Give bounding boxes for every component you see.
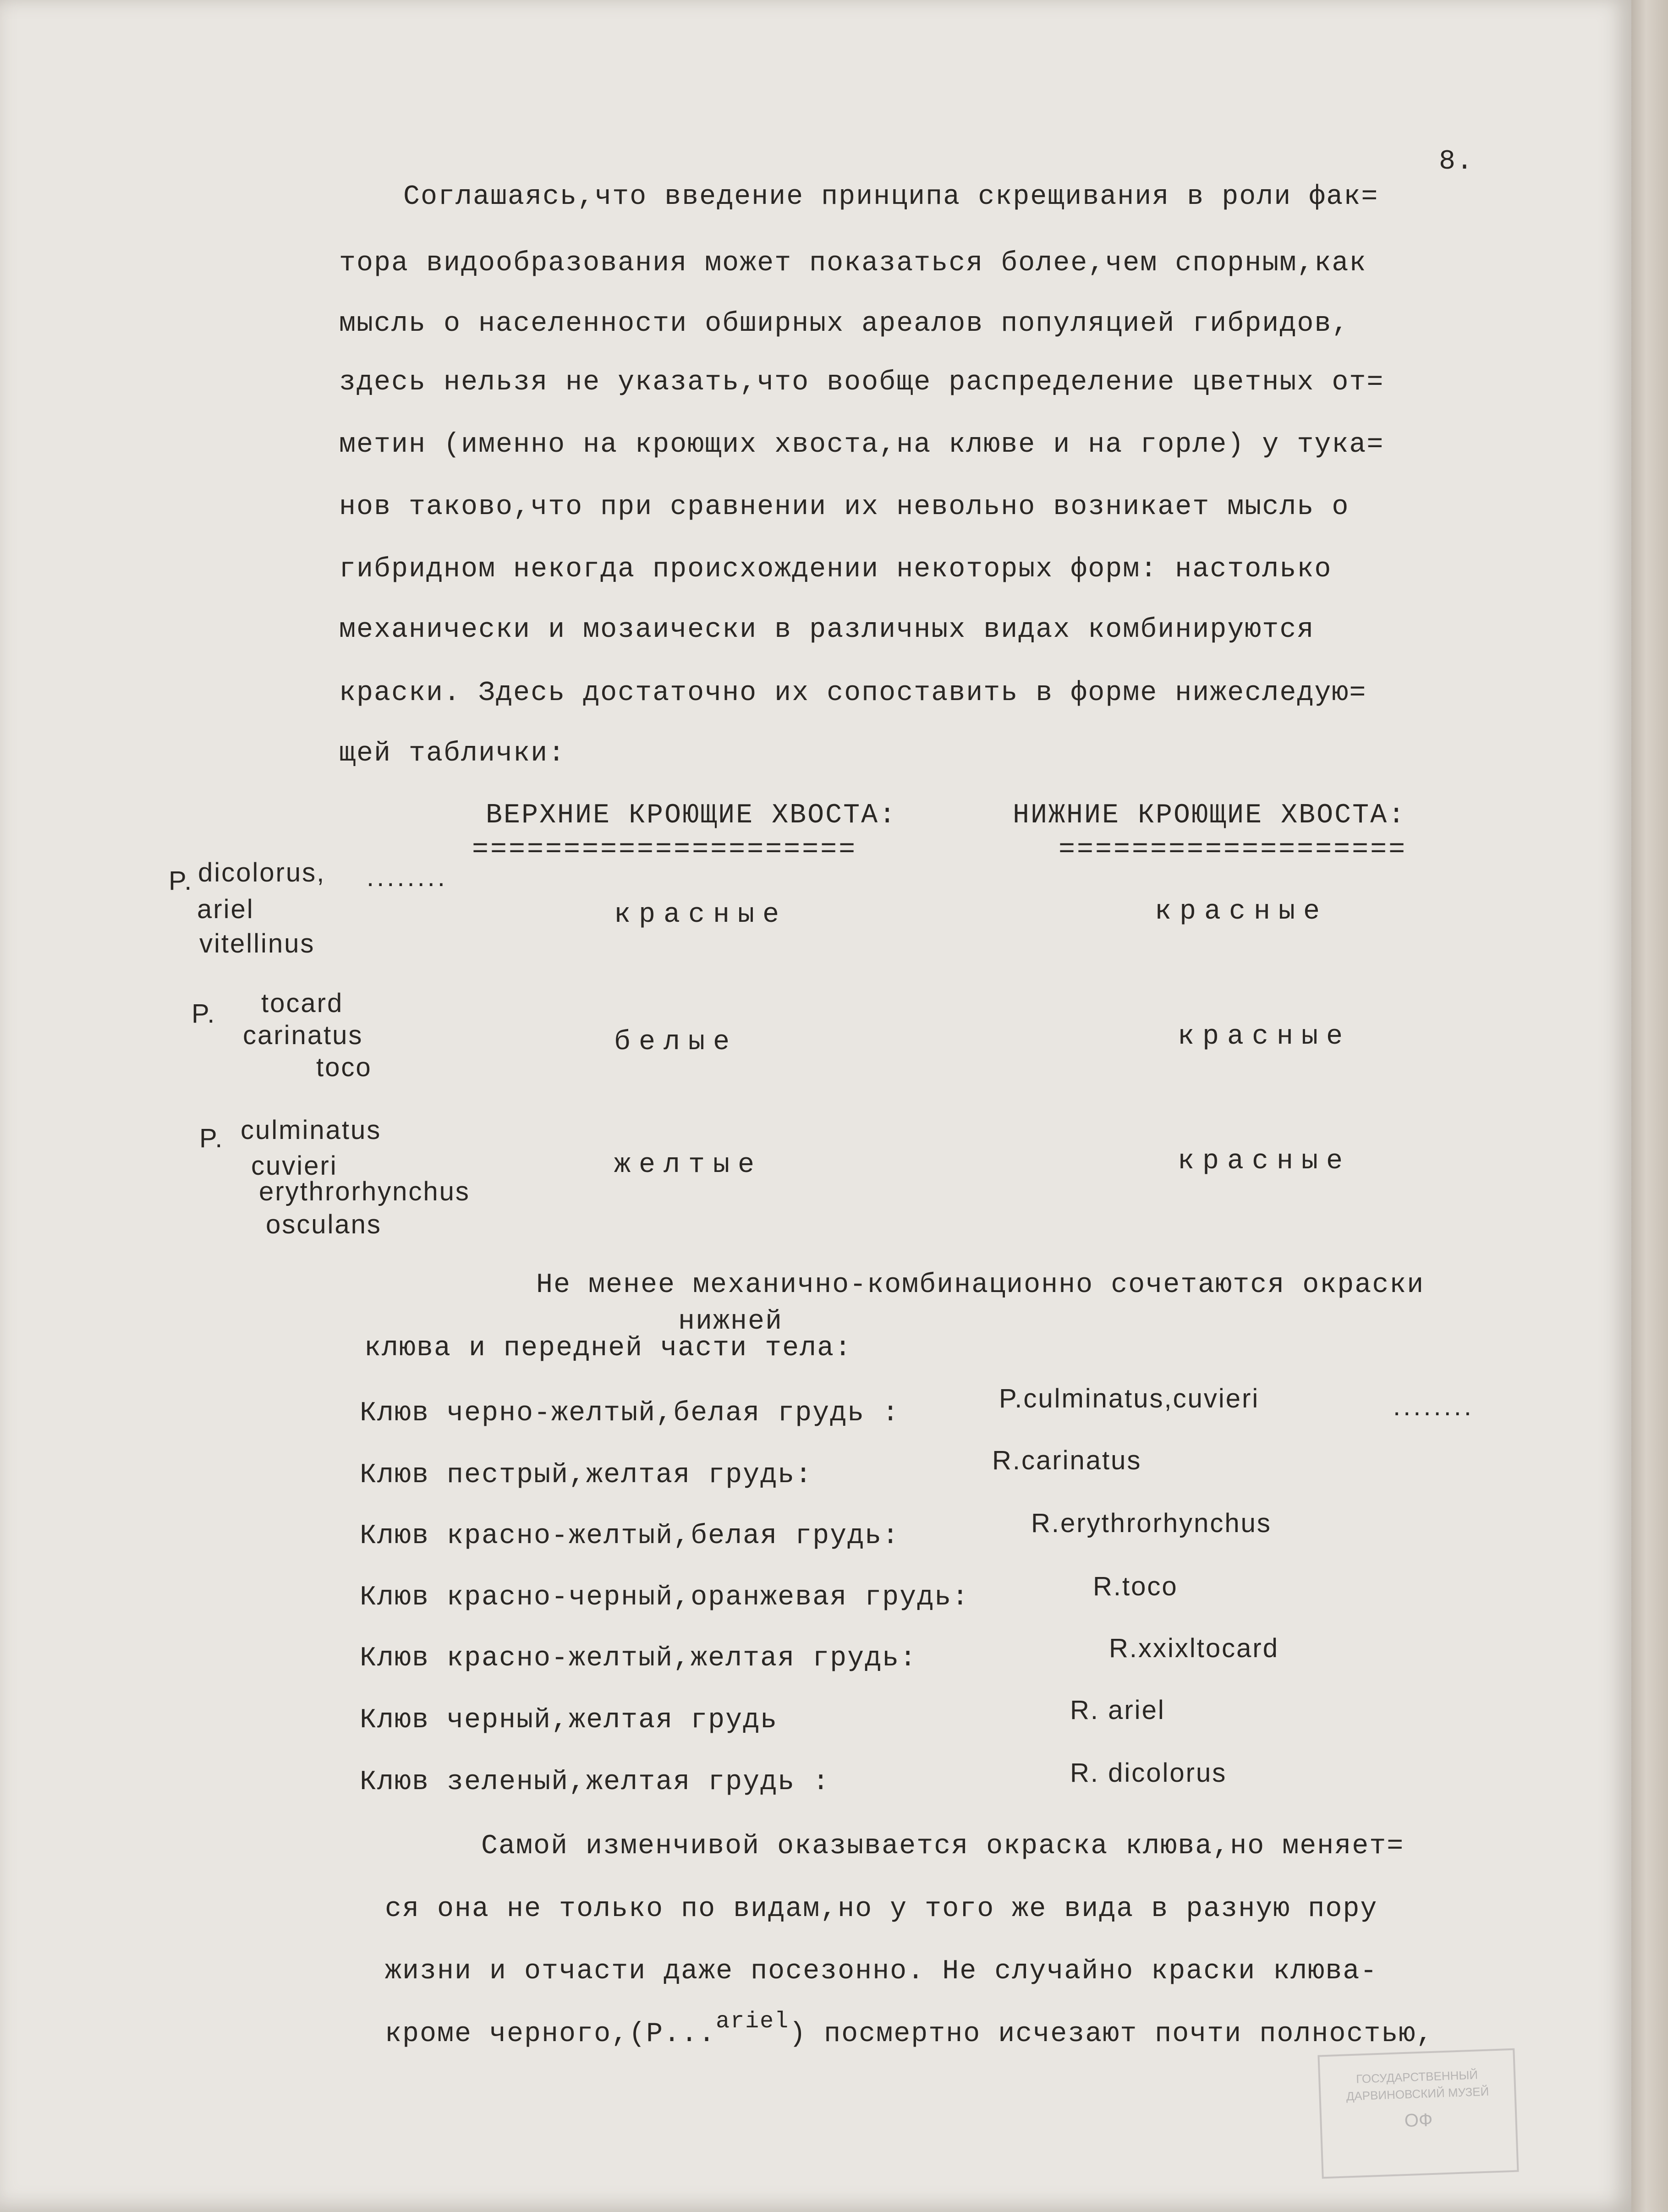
species-name: carinatus [243, 1020, 363, 1050]
beak-item: Клюв красно-желтый,желтая грудь: [360, 1643, 917, 1674]
paragraph-line: щей таблички: [339, 738, 566, 769]
color-value: красные [1178, 1146, 1351, 1177]
color-value: красные [614, 899, 788, 931]
line-part: кроме черного,(P... [385, 2019, 716, 2050]
inserted-word: ariel [716, 2009, 790, 2035]
species-name: osculans [266, 1210, 382, 1239]
beak-species: R.erythrorhynchus [1031, 1508, 1272, 1538]
beak-item: Клюв красно-черный,оранжевая грудь: [360, 1582, 970, 1613]
page-edge [1631, 0, 1668, 2212]
beak-species: R.toco [1093, 1571, 1178, 1601]
paragraph-line [385, 2009, 1434, 2052]
dot-leader: ........ [1393, 1391, 1474, 1421]
table-header-upper: ВЕРХНИЕ КРОЮЩИЕ ХВОСТА: [486, 800, 897, 831]
species-name: culminatus [241, 1115, 382, 1145]
paragraph-line: ся она не только по видам,но у того же вида в разную пору [385, 1894, 1378, 1925]
color-value: белые [614, 1027, 738, 1058]
beak-species: R.xxixltocard [1109, 1633, 1279, 1663]
genus-prefix: P. [199, 1123, 224, 1153]
table-header-lower: НИЖНИЕ КРОЮЩИЕ ХВОСТА: [1013, 800, 1406, 831]
beak-species: R. dicolorus [1070, 1758, 1227, 1788]
paragraph-line: мысль о населенности обширных ареалов популяцией гибридов, [339, 308, 1350, 339]
stamp-line: ГОСУДАРСТВЕННЫЙ [1355, 2068, 1478, 2086]
beak-species: R.carinatus [992, 1445, 1142, 1475]
inserted-word: нижней [678, 1306, 783, 1337]
stamp-line: ОФ [1404, 2109, 1433, 2131]
beak-species: R. ariel [1070, 1695, 1165, 1725]
color-value: красные [1155, 896, 1328, 927]
paragraph-line: Соглашаясь,что введение принципа скрещивания в роли фак= [403, 181, 1379, 213]
beak-item: Клюв красно-желтый,белая грудь: [360, 1521, 900, 1552]
beak-item: Клюв пестрый,желтая грудь: [360, 1460, 813, 1491]
paragraph-line: метин (именно на кроющих хвоста,на клюве и на горле) у тука= [339, 429, 1384, 460]
paragraph-line: здесь нельзя не указать,что вообще распределение цветных от= [339, 367, 1384, 398]
color-value: желтые [614, 1150, 763, 1181]
stamp-line: ДАРВИНОВСКИЙ МУЗЕЙ [1346, 2084, 1489, 2103]
species-name: erythrorhynchus [259, 1177, 470, 1206]
beak-item: Клюв черно-желтый,белая грудь : [360, 1398, 900, 1429]
species-name: cuvieri [251, 1151, 338, 1181]
page-number: 8. [1439, 146, 1474, 177]
header-underline: =================== [1059, 834, 1407, 865]
paragraph-line: Не менее механично-комбинационно сочетаются окраски [536, 1270, 1425, 1301]
paragraph-line: Самой изменчивой оказывается окраска клюва,но меняет= [481, 1831, 1405, 1862]
paragraph-line: тора видообразования может показаться более,чем спорным,как [339, 248, 1367, 279]
header-underline: ===================== [472, 834, 857, 865]
dot-leader: ........ [367, 862, 448, 892]
genus-prefix: P. [169, 866, 193, 896]
beak-species: P.culminatus,cuvieri [999, 1384, 1260, 1413]
paragraph-line: нов таково,что при сравнении их невольно возникает мысль о [339, 492, 1350, 523]
species-name: ariel [197, 894, 254, 924]
museum-stamp [1317, 2048, 1519, 2179]
paragraph-line: гибридном некогда происхождении некоторых форм: настолько [339, 554, 1332, 585]
genus-prefix: P. [192, 999, 216, 1029]
paragraph-line: жизни и отчасти даже посезонно. Не случайно краски клюва- [385, 1956, 1378, 1987]
paragraph-line: краски. Здесь достаточно их сопоставить в форме нижеследую= [339, 678, 1367, 709]
species-name: toco [316, 1052, 372, 1082]
species-name: vitellinus [199, 929, 315, 958]
beak-item: Клюв черный,желтая грудь [360, 1705, 778, 1736]
beak-item: Клюв зеленый,желтая грудь : [360, 1767, 830, 1798]
paragraph-line: клюва и передней части тела: [364, 1333, 852, 1364]
color-value: красные [1178, 1021, 1351, 1052]
line-part: ) посмертно исчезают почти полностью, [789, 2019, 1434, 2050]
species-name: tocard [261, 988, 344, 1018]
species-name: dicolorus, [198, 858, 326, 887]
paragraph-line: механически и мозаически в различных видах комбинируются [339, 614, 1315, 646]
